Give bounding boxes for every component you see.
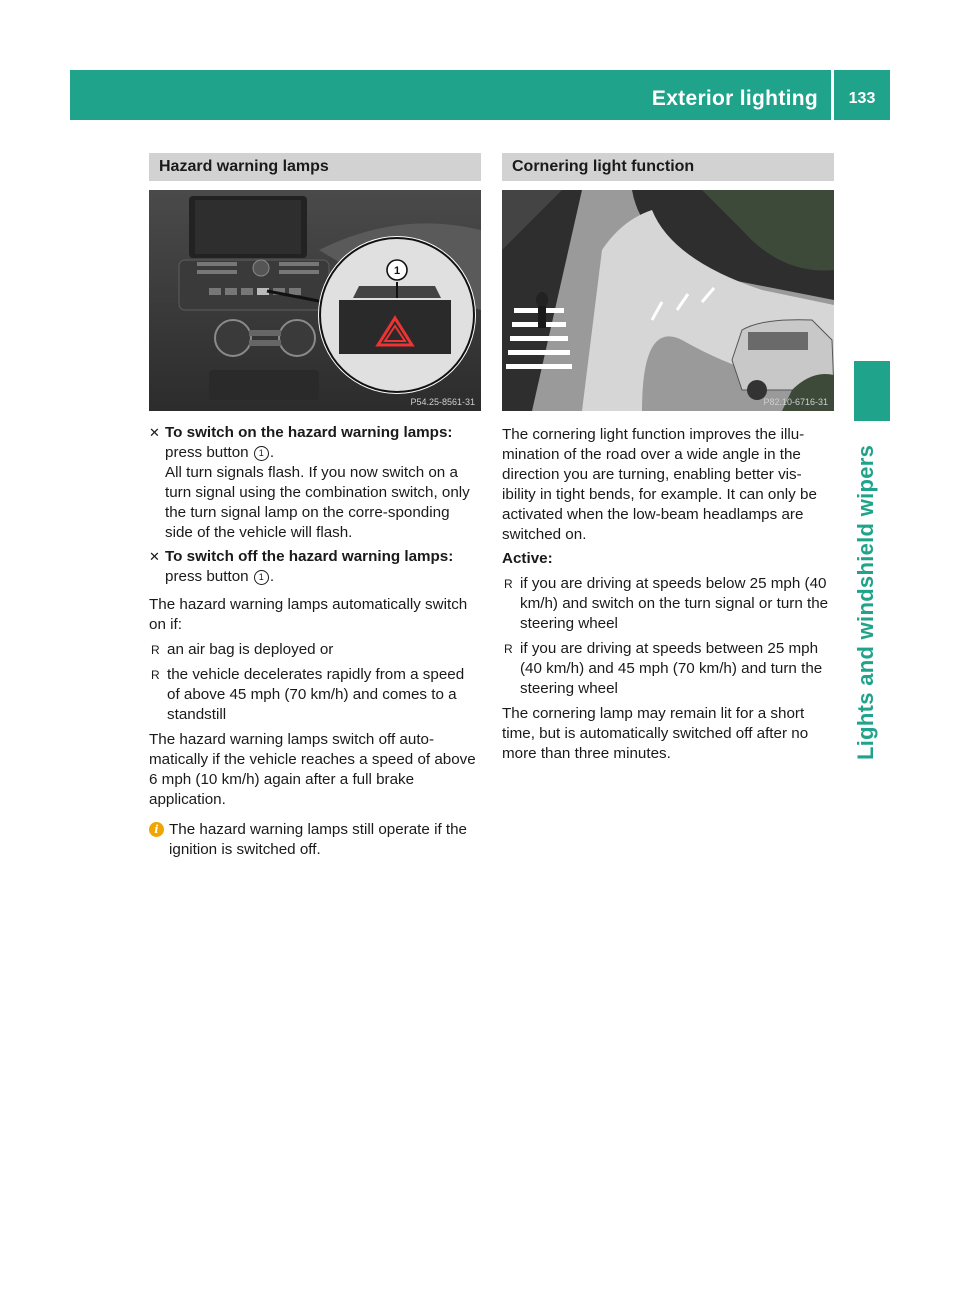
paragraph: The cornering lamp may remain lit for a short time, but is automatically switched off after no more than three minutes. <box>502 705 809 762</box>
right-column <box>502 153 834 764</box>
active-label: Active: <box>502 550 553 567</box>
callout-1: 1 <box>254 570 269 585</box>
info-note: i The hazard warning lamps still operate if the ignition is switched off. <box>149 820 481 860</box>
figure-callout: 1 <box>393 265 401 277</box>
hazard-body <box>149 423 481 860</box>
side-section-label: Lights and windshield wipers <box>853 444 878 760</box>
r-bullet-icon: R <box>504 577 513 591</box>
step-instruction: press button 1 . <box>165 444 275 461</box>
callout-1: 1 <box>254 446 269 461</box>
step-title: To switch on the hazard warning lamps: <box>165 424 453 441</box>
list-item: R if you are driving at speeds below 25 mph (40 km/h) and switch on the turn signal or turn the steering wheel <box>504 575 829 632</box>
figure-code: P82.10-6716-31 <box>763 397 828 407</box>
figure-code: P54.25-8561-31 <box>410 397 475 407</box>
section-title-hazard: Hazard warning lamps <box>149 153 481 181</box>
step-title: To switch off the hazard warning lamps: <box>165 548 454 565</box>
page-header <box>70 70 890 120</box>
r-bullet-icon: R <box>151 668 160 682</box>
section-title-cornering: Cornering light function <box>502 153 834 181</box>
info-icon: i <box>149 822 164 837</box>
hazard-figure <box>149 190 481 411</box>
side-tab <box>854 361 890 421</box>
page-number: 133 <box>848 90 876 107</box>
paragraph: The hazard warning lamps switch off auto-matically if the vehicle reaches a speed of above 6 mph (10 km/h) again after a full brake application. <box>149 731 476 808</box>
list-item: R the vehicle decelerates rapidly from a speed of above 45 mph (70 km/h) and comes to a standstill <box>151 666 465 723</box>
left-column <box>149 153 481 860</box>
step-instruction: press button 1 . <box>165 568 275 585</box>
cornering-figure <box>502 190 834 411</box>
paragraph: The hazard warning lamps automatically switch on if: <box>149 596 468 633</box>
r-bullet-icon: R <box>504 642 513 656</box>
arrow-x-icon: ✕ <box>149 549 160 564</box>
dashboard-illustration <box>149 190 481 411</box>
cornering-body <box>502 425 834 764</box>
list-item: R if you are driving at speeds between 25 mph (40 km/h) and 45 mph (70 km/h) and turn the steering wheel <box>504 640 823 697</box>
step-switch-on <box>149 423 481 543</box>
step-result: All turn signals flash. If you now switch on a turn signal using the combination switch, only the turn signal lamp on the corre-sponding side of the vehicle will flash. <box>165 464 470 541</box>
cornering-illustration <box>502 190 834 411</box>
chapter-title: Exterior lighting <box>651 87 818 110</box>
arrow-x-icon: ✕ <box>149 425 160 440</box>
step-switch-off <box>149 547 481 587</box>
paragraph: The cornering light function improves the illu-mination of the road over a wide angle in the direction you are turning, enabling better vis-ibility in tight bends, for example. It can only be activated when the low-beam headlamps are switched on. <box>502 426 817 543</box>
r-bullet-icon: R <box>151 643 160 657</box>
list-item: R an air bag is deployed or <box>151 641 334 658</box>
